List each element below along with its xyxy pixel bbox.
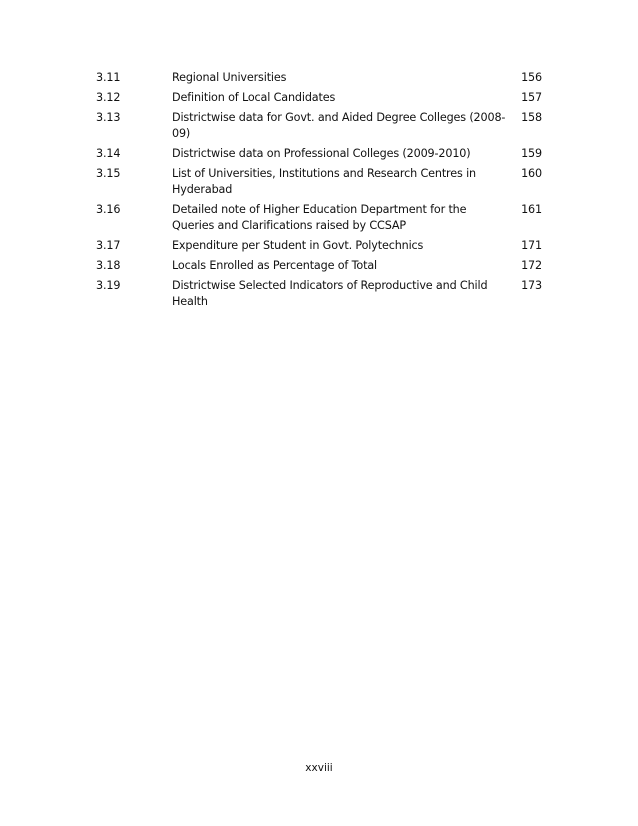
- toc-number: 3.17: [96, 239, 121, 252]
- toc-title: Districtwise data on Professional Colleges (2009-2010): [172, 147, 471, 160]
- toc-row: [96, 110, 542, 142]
- toc-page: 173: [521, 279, 542, 292]
- toc-row: [96, 90, 542, 106]
- toc-number: 3.14: [96, 147, 121, 160]
- toc-page: 159: [521, 147, 542, 160]
- toc-row: [96, 278, 542, 310]
- toc-number: 3.18: [96, 259, 121, 272]
- toc-number: 3.16: [96, 203, 121, 216]
- toc-row: [96, 238, 542, 254]
- toc-title: Regional Universities: [172, 71, 287, 84]
- toc-number: 3.12: [96, 91, 121, 104]
- toc-page: 158: [521, 111, 542, 124]
- page-number-footer: xxviii: [305, 762, 333, 774]
- toc-title: Districtwise Selected Indicators of Reproductive and Child Health: [172, 279, 488, 308]
- toc-page: 157: [521, 91, 542, 104]
- toc-page: 156: [521, 71, 542, 84]
- toc-title: Expenditure per Student in Govt. Polytechnics: [172, 239, 424, 252]
- toc-row: [96, 70, 542, 86]
- toc-number: 3.13: [96, 111, 121, 124]
- toc-title: Definition of Local Candidates: [172, 91, 336, 104]
- toc-row: [96, 166, 542, 198]
- toc-title: Locals Enrolled as Percentage of Total: [172, 259, 377, 272]
- toc-number: 3.11: [96, 71, 121, 84]
- toc-row: [96, 146, 542, 162]
- toc-page: 171: [521, 239, 542, 252]
- toc-title: Detailed note of Higher Education Department for the Queries and Clarifications raised by CCSAP: [172, 203, 467, 232]
- toc-row: [96, 202, 542, 234]
- toc-number: 3.19: [96, 279, 121, 292]
- toc-row: [96, 258, 542, 274]
- toc-title: Districtwise data for Govt. and Aided Degree Colleges (2008-09): [172, 111, 506, 140]
- toc-page: 160: [521, 167, 542, 180]
- table-of-contents: [96, 70, 542, 314]
- toc-page: 172: [521, 259, 542, 272]
- toc-title: List of Universities, Institutions and Research Centres in Hyderabad: [172, 167, 476, 196]
- toc-page: 161: [521, 203, 542, 216]
- toc-number: 3.15: [96, 167, 121, 180]
